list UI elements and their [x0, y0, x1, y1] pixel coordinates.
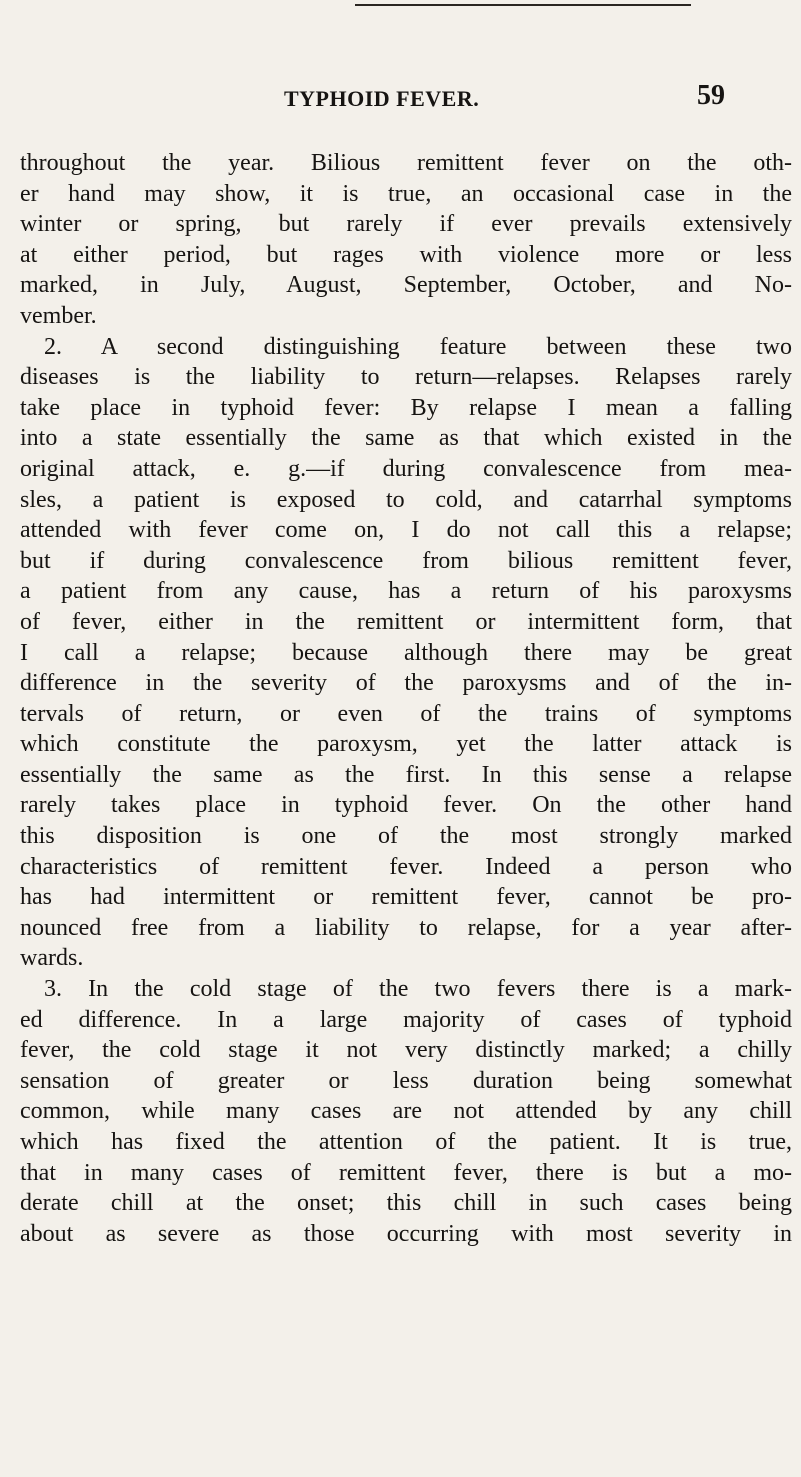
- text-line: characteristics of remittent fever. Indeed a person who: [20, 853, 792, 880]
- paragraph-start-line: 3. In the cold stage of the two fevers there is a mark-: [44, 976, 792, 1003]
- text-line: essentially the same as the first. In this sense a relapse: [20, 761, 792, 788]
- text-line: difference in the severity of the paroxysms and of the in-: [20, 670, 792, 697]
- text-line: nounced free from a liability to relapse, for a year after-: [20, 914, 792, 941]
- text-line: take place in typhoid fever: By relapse I mean a falling: [20, 394, 792, 421]
- text-line: fever, the cold stage it not very distinctly marked; a chilly: [20, 1037, 792, 1064]
- text-line: original attack, e. g.—if during convalescence from mea-: [20, 455, 792, 482]
- text-line: winter or spring, but rarely if ever prevails extensively: [20, 211, 792, 238]
- text-line: throughout the year. Bilious remittent fever on the oth-: [20, 150, 792, 176]
- text-line: I call a relapse; because although there may be great: [20, 639, 792, 666]
- text-line: has had intermittent or remittent fever, cannot be pro-: [20, 884, 792, 911]
- body-text: [20, 148, 792, 1249]
- top-rule: [355, 4, 691, 6]
- paragraph-start-line: 2. A second distinguishing feature between these two: [44, 333, 792, 360]
- text-line: rarely takes place in typhoid fever. On the other hand: [20, 792, 792, 819]
- page-number: 59: [697, 80, 725, 111]
- text-line: but if during convalescence from bilious remittent fever,: [20, 547, 792, 574]
- text-line: derate chill at the onset; this chill in such cases being: [20, 1190, 792, 1217]
- text-line: common, while many cases are not attended by any chill: [20, 1098, 792, 1125]
- text-line: attended with fever come on, I do not call this a relapse;: [20, 517, 792, 544]
- text-line: er hand may show, it is true, an occasional case in the: [20, 180, 792, 207]
- running-title: TYPHOID FEVER.: [284, 86, 480, 111]
- text-line: marked, in July, August, September, October, and No-: [20, 272, 792, 299]
- text-line: of fever, either in the remittent or intermittent form, that: [20, 608, 792, 635]
- text-line: which has fixed the attention of the patient. It is true,: [20, 1129, 792, 1155]
- text-line: which constitute the paroxysm, yet the latter attack is: [20, 731, 792, 758]
- text-line: ed difference. In a large majority of cases of typhoid: [20, 1006, 792, 1033]
- page-header: [0, 80, 801, 112]
- text-line: about as severe as those occurring with most severity in: [20, 1220, 792, 1247]
- text-line: wards.: [20, 945, 84, 972]
- text-line: sensation of greater or less duration being somewhat: [20, 1067, 792, 1094]
- text-line: vember.: [20, 302, 97, 329]
- text-line: that in many cases of remittent fever, there is but a mo-: [20, 1159, 792, 1186]
- text-line: diseases is the liability to return—relapses. Relapses rarely: [20, 364, 792, 391]
- text-line: a patient from any cause, has a return of his paroxysms: [20, 578, 792, 605]
- text-line: sles, a patient is exposed to cold, and catarrhal symptoms: [20, 486, 792, 513]
- text-line: into a state essentially the same as that which existed in the: [20, 425, 792, 452]
- text-line: this disposition is one of the most strongly marked: [20, 823, 792, 850]
- text-line: at either period, but rages with violence more or less: [20, 241, 792, 268]
- text-line: tervals of return, or even of the trains of symptoms: [20, 700, 792, 727]
